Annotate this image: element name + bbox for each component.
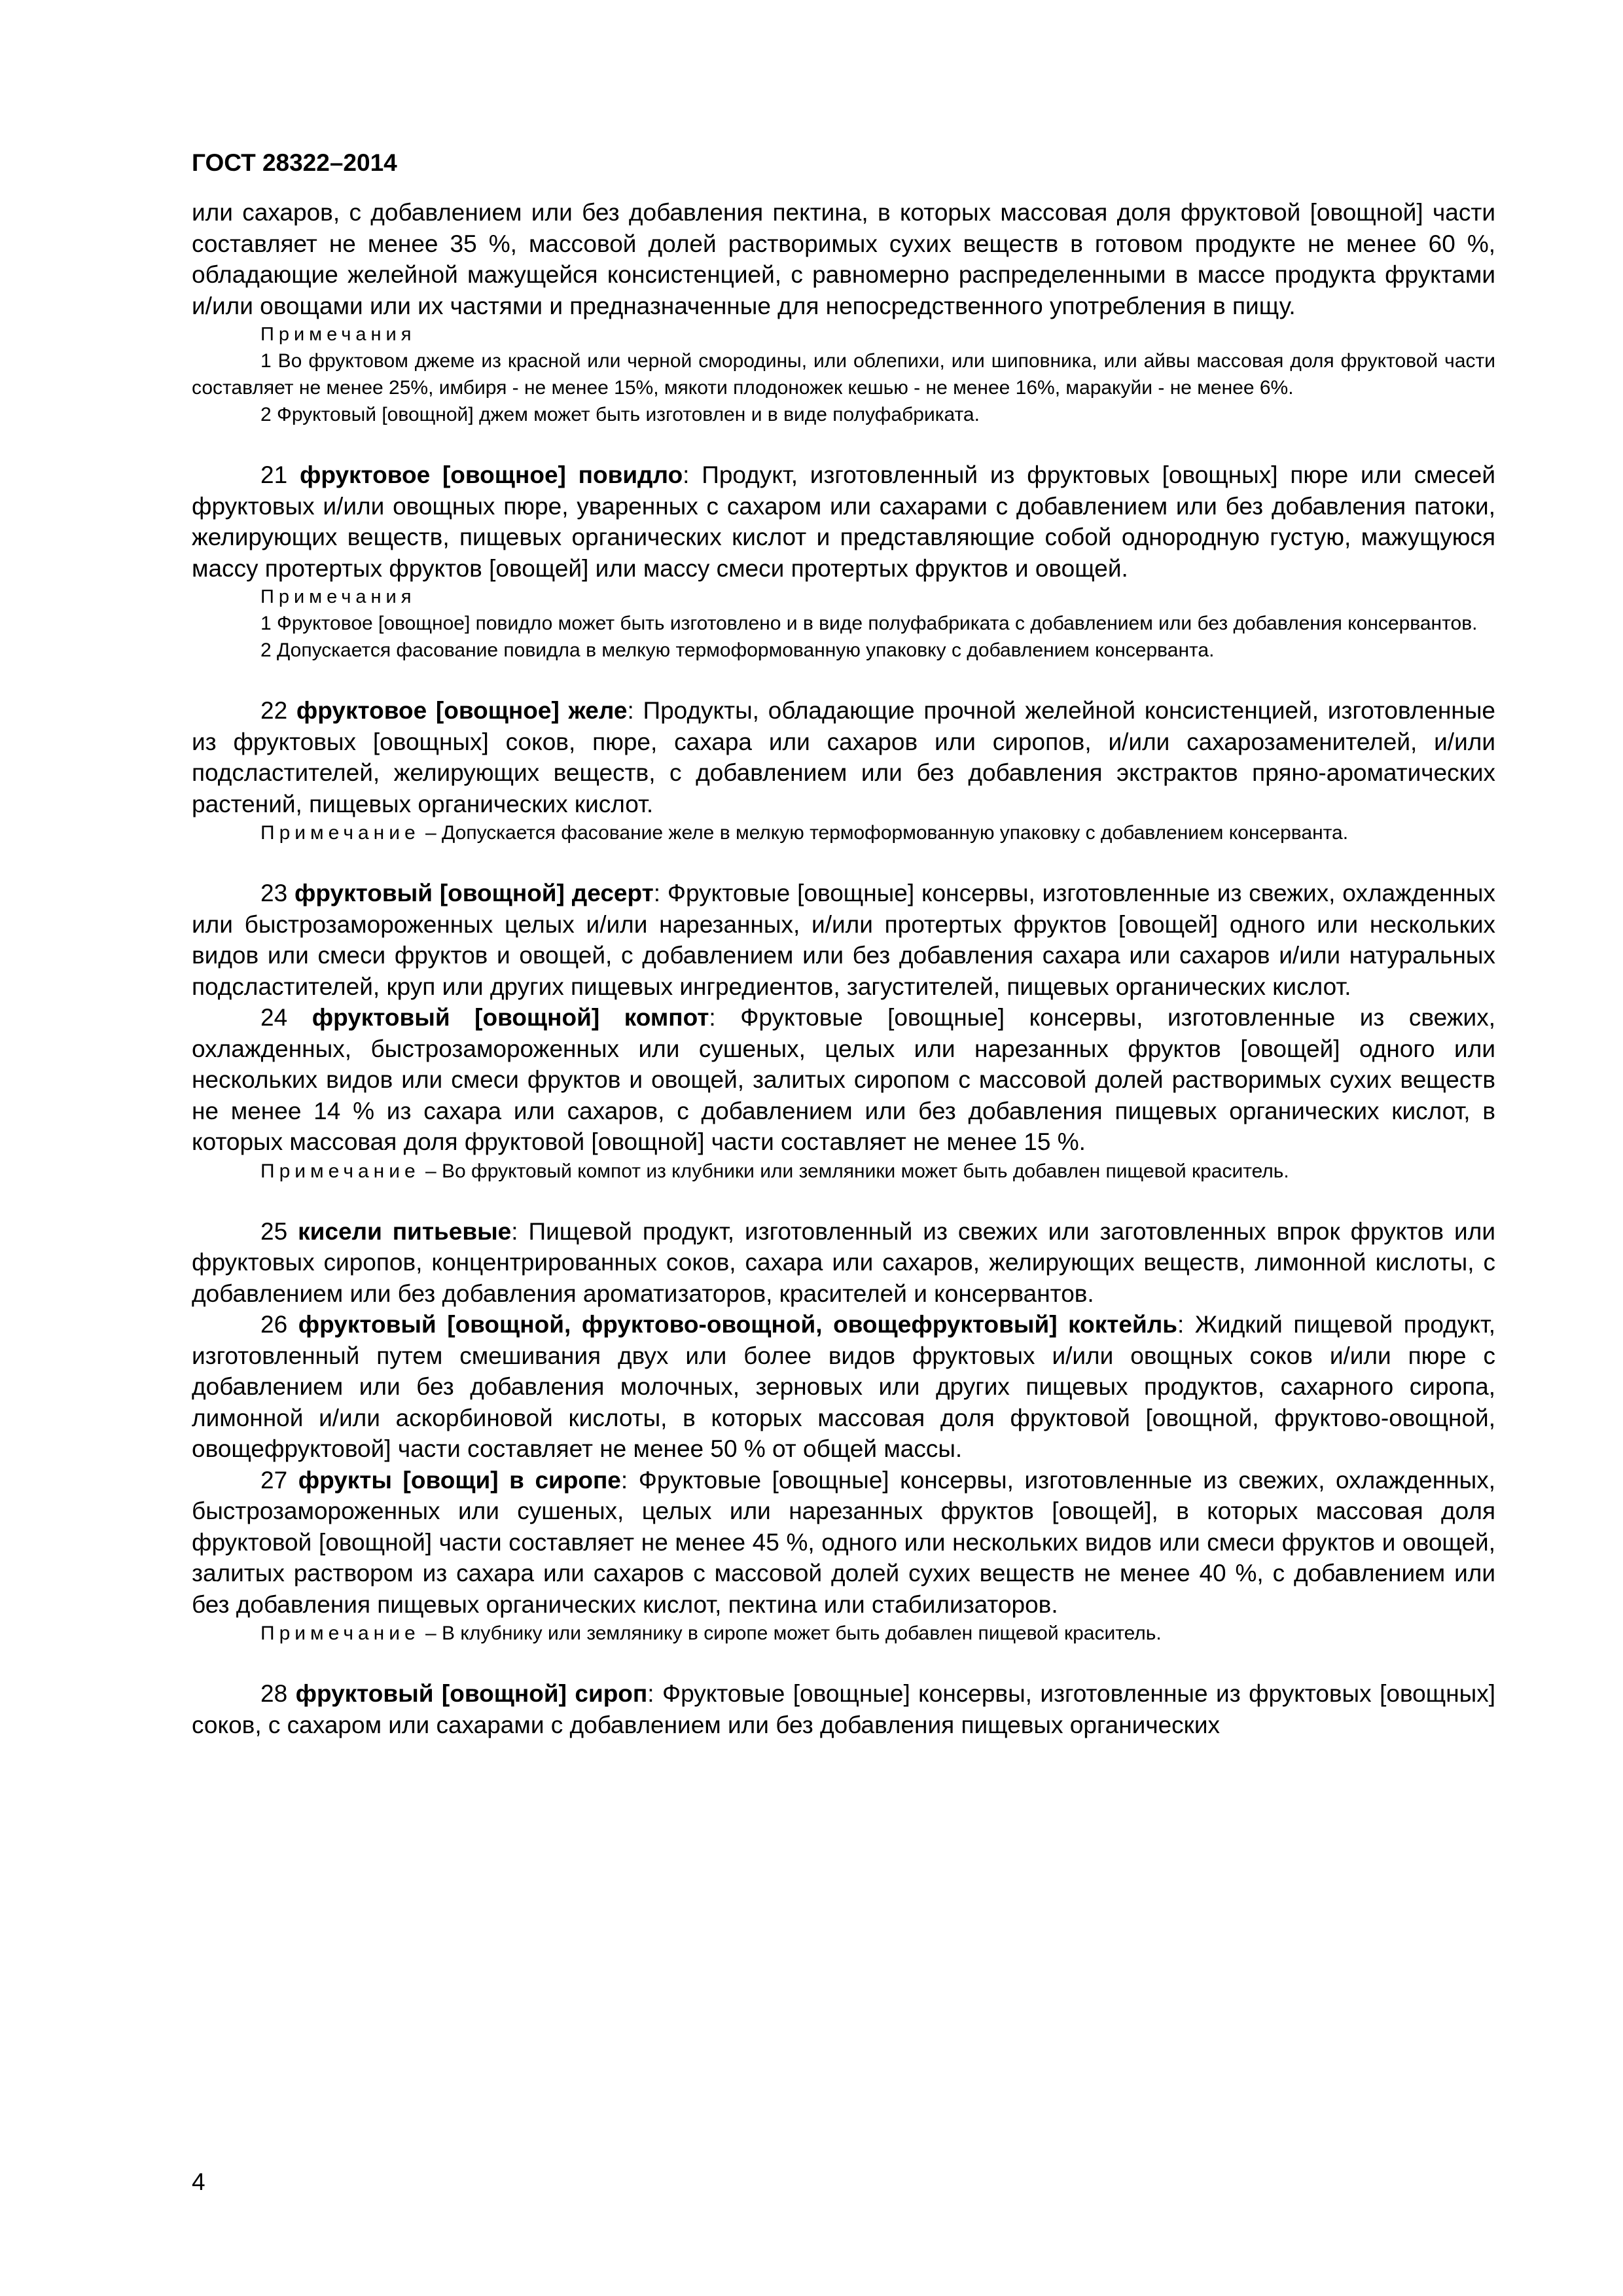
note-label: Примечание — [260, 1160, 420, 1182]
note-label: Примечание — [260, 1623, 420, 1644]
note — [192, 1158, 1495, 1185]
note — [192, 819, 1495, 846]
note-item: 1 Фруктовое [овощное] повидло может быть изготовлено и в виде полуфабриката с добавлением или без добавления консервантов. — [260, 613, 1478, 634]
term-21 — [192, 459, 1495, 584]
term-definition: : Фруктовые [овощные] консервы, изготовленные из свежих, охлажденных или быстрозамороженных целых и/или нарезанных, и/или протертых фруктов [овощей] одного или нескольких видов или смеси фруктов и овощей, с добавлением или без добавления сахара или сахаров и/или натуральных подсластителей, круп или других пищевых ингредиентов, загустителей, пищевых органических кислот. — [192, 880, 1495, 1000]
term-definition: : Фруктовые [овощные] консервы, изготовленные из свежих, охлажденных, быстрозамороженных или сушеных, целых или нарезанных фруктов [овощей], в которых массовая доля фруктовой [овощной] части составляет не менее 45 %, одного или нескольких видов или смеси фруктов и овощей, залитых раствором из сахара или сахаров с массовой долей сухих веществ не менее 40 %, с добавлением или без добавления пищевых органических кислот, пектина или стабилизаторов. — [192, 1466, 1496, 1618]
document-page — [192, 147, 1495, 2215]
term-23 — [192, 878, 1495, 1002]
term-27 — [192, 1465, 1495, 1621]
term-28 — [192, 1678, 1495, 1740]
term-title: фруктовый [овощной] десерт — [294, 880, 654, 906]
term-title: фруктовое [овощное] желе — [296, 697, 628, 724]
intro-paragraph: или сахаров, с добавлением или без добавления пектина, в которых массовая доля фруктовой [овощной] части составляет не менее 35 %, массовой долей растворимых сухих веществ в готовом продукте не менее 60 %, обладающие желейной мажущейся консистенцией, с равномерно распределенными в массе продукта фруктами и/или овощами или их частями и предназначенные для непосредственного употребления в пищу. — [192, 199, 1495, 319]
note-text: – Допускается фасование желе в мелкую термоформованную упаковку с добавлением консерванта. — [419, 822, 1349, 844]
note — [192, 1620, 1495, 1647]
term-definition: : Пищевой продукт, изготовленный из свежих или заготовленных впрок фруктов или фруктовых сиропов, концентрированных соков, сахара или сахаров, желирующих веществ, лимонной кислоты, с добавлением или без добавления ароматизаторов, красителей и консервантов. — [192, 1217, 1495, 1307]
note-item: 2 Фруктовый [овощной] джем может быть изготовлен и в виде полуфабриката. — [260, 404, 980, 425]
term-number: 24 — [260, 1004, 312, 1031]
note-item: 2 Допускается фасование повидла в мелкую термоформованную упаковку с добавлением консерванта. — [260, 639, 1215, 661]
notes-heading: Примечания — [260, 586, 416, 607]
term-25 — [192, 1216, 1495, 1310]
term-26 — [192, 1309, 1495, 1465]
term-title: фруктовое [овощное] повидло — [299, 461, 683, 488]
term-title: кисели питьевые — [298, 1217, 512, 1245]
notes-heading: Примечания — [260, 324, 416, 345]
note-text: – Во фруктовый компот из клубники или земляники может быть добавлен пищевой краситель. — [419, 1160, 1289, 1182]
term-definition: : Фруктовые [овощные] консервы, изготовленные из фруктовых [овощных] соков, с сахаром или сахарами с добавлением или без добавления пищевых органических — [192, 1680, 1496, 1738]
term-24 — [192, 1002, 1495, 1158]
term-title: фруктовый [овощной] сироп — [295, 1680, 648, 1707]
term-title: фруктовый [овощной, фруктово-овощной, овощефруктовый] коктейль — [298, 1311, 1177, 1338]
term-number: 28 — [260, 1680, 296, 1707]
term-title: фрукты [овощи] в сиропе — [298, 1466, 621, 1494]
note-label: Примечание — [260, 822, 420, 844]
term-title: фруктовый [овощной] компот — [312, 1004, 709, 1031]
term-number: 26 — [260, 1311, 298, 1338]
document-header: ГОСТ 28322–2014 — [192, 149, 397, 176]
term-definition: : Жидкий пищевой продукт, изготовленный путем смешивания двух или более видов фруктовых и/или овощных соков и/или пюре с добавлением или без добавления молочных, зерновых или других пищевых продуктов, сахарного сиропа, лимонной и/или аскорбиновой кислоты, в которых массовая доля фруктовой [овощной, фруктово-овощной, овощефруктовой] части составляет не менее 50 % от общей массы. — [192, 1311, 1495, 1462]
term-number: 22 — [260, 697, 296, 724]
term-definition: : Продукты, обладающие прочной желейной консистенцией, изготовленные из фруктовых [овощных] соков, пюре, сахара или сахаров или сиропов, и/или сахарозаменителей, и/или подсластителей, желирующих веществ, с добавлением или без добавления экстрактов пряно-ароматических растений, пищевых органических кислот. — [192, 697, 1495, 817]
term-number: 21 — [260, 461, 300, 488]
term-definition: : Фруктовые [овощные] консервы, изготовленные из свежих, охлажденных, быстрозамороженных или сушеных, целых или нарезанных фруктов [овощей] одного или нескольких видов или смеси фруктов и овощей, залитых сиропом с массовой долей растворимых сухих веществ не менее 14 % из сахара или сахаров, с добавлением или без добавления пищевых органических кислот, в которых массовая доля фруктовой [овощной] части составляет не менее 15 %. — [192, 1004, 1495, 1155]
term-definition: : Продукт, изготовленный из фруктовых [овощных] пюре или смесей фруктовых и/или овощных пюре, уваренных с сахаром или сахарами с добавлением или без добавления патоки, желирующих веществ, пищевых органических кислот и представляющие собой однородную густую, мажущуюся массу протертых фруктов [овощей] или массу смеси протертых фруктов и овощей. — [192, 461, 1496, 582]
page-number: 4 — [192, 2168, 205, 2195]
term-22 — [192, 695, 1495, 819]
term-number: 27 — [260, 1466, 298, 1494]
term-number: 23 — [260, 880, 295, 906]
term-number: 25 — [260, 1217, 298, 1245]
note-text: – В клубнику или землянику в сиропе может быть добавлен пищевой краситель. — [419, 1623, 1162, 1644]
note-item: 1 Во фруктовом джеме из красной или черной смородины, или облепихи, или шиповника, или айвы массовая доля фруктовой части составляет не менее 25%, имбиря - не менее 15%, мякоти плодоножек кешью - не менее 16%, маракуйи - не менее 6%. — [192, 350, 1495, 399]
